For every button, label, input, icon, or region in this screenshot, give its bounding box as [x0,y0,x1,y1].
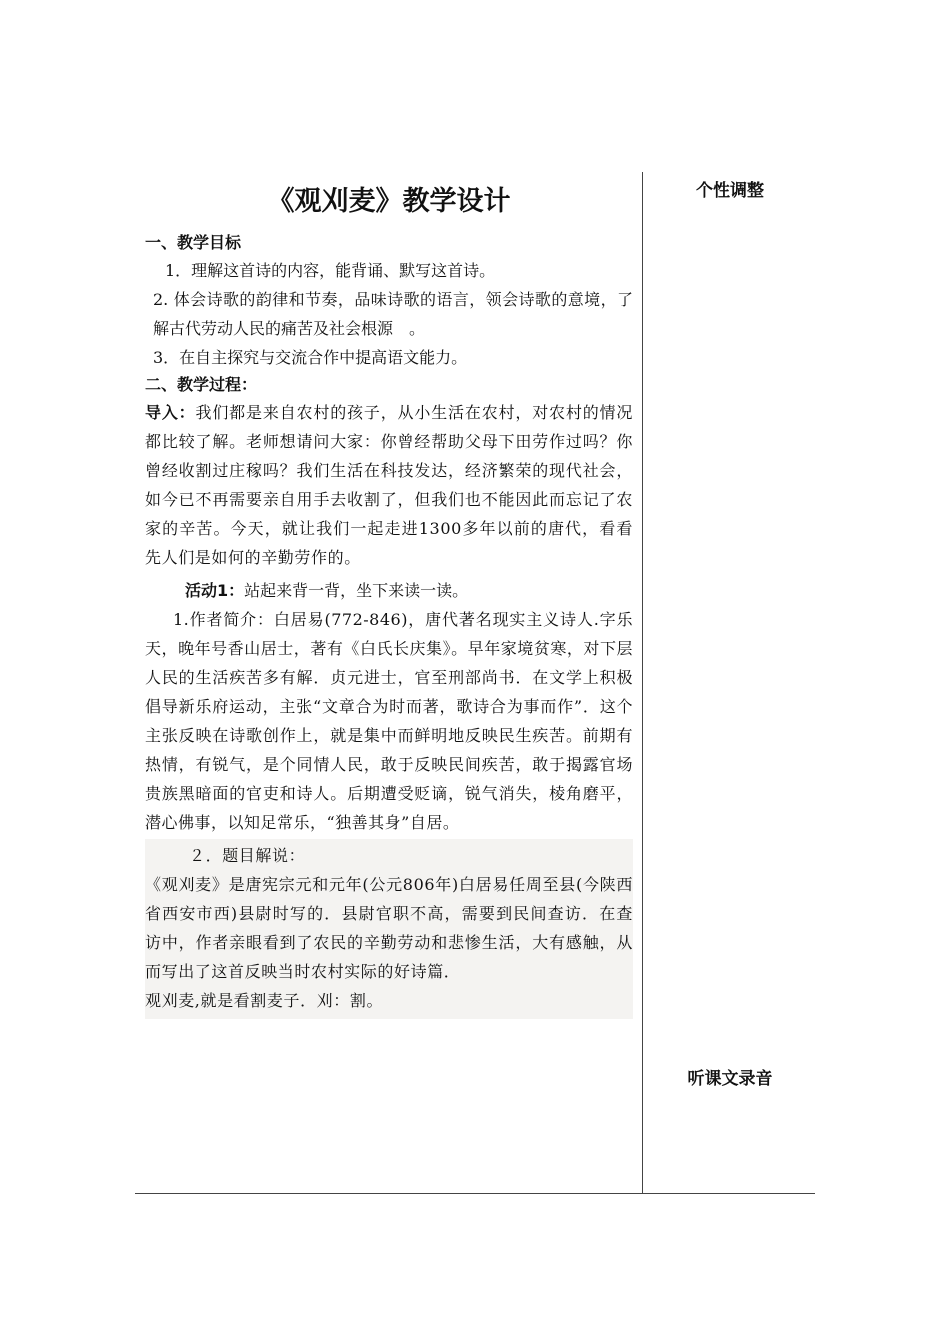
intro-paragraph [145,398,633,572]
goals-heading: 一、教学目标 [145,233,242,252]
intro-label: 导入： [145,403,196,422]
goal-item-1: 1．理解这首诗的内容，能背诵、默写这首诗。 [165,261,496,280]
process-heading: 二、教学过程： [145,375,258,394]
title-meaning: 观刈麦,就是看割麦子．刈：割。 [145,991,384,1010]
activity-line [145,576,633,605]
title-explain-block [145,839,633,1019]
page-title: 《观刈麦》教学设计 [267,186,511,217]
intro-text: 我们都是来自农村的孩子，从小生活在农村，对农村的情况都比较了解。老师想请问大家：你曾经帮助父母下田劳作过吗？你曾经收割过庄稼吗？我们生活在科技发达，经济繁荣的现代社会，如今已不再需要亲自用手去收割了，但我们也不能因此而忘记了农家的辛苦。今天，就让我们一起走进1300多年以前的唐代，看看先人们是如何的辛勤劳作的。 [145,403,633,567]
title-explain-heading: ２．题目解说： [189,846,306,865]
activity-text: 站起来背一背，坐下来读一读。 [244,581,469,600]
goal-item-2: 2. 体会诗歌的韵律和节奏，品味诗歌的语言，领会诗歌的意境，了解古代劳动人民的痛苦及社会根源 。 [153,290,633,338]
activity-label: 活动1： [185,581,245,600]
main-content [145,180,633,1019]
sidebar-label-listen-recording: 听课文录音 [687,1069,773,1089]
title-explain-text: 《观刈麦》是唐宪宗元和元年(公元806年)白居易任周至县(今陕西省西安市西)县尉时写的．县尉官职不高，需要到民间查访．在查访中，作者亲眼看到了农民的辛勤劳动和悲惨生活，大有感触，从而写出了这首反映当时农村实际的好诗篇． [145,875,633,981]
author-intro: 1.作者简介：白居易(772-846)，唐代著名现实主义诗人.字乐天，晚年号香山居士，著有《白氏长庆集》。早年家境贫寒，对下层人民的生活疾苦多有解．贞元进士，官至刑部尚书．在文学上积极倡导新乐府运动，主张“文章合为时而著，歌诗合为事而作”．这个主张反映在诗歌创作上，就是集中而鲜明地反映民生疾苦。前期有热情，有锐气，是个同情人民，敢于反映民间疾苦，敢于揭露官场贵族黑暗面的官吏和诗人。后期遭受贬谪，锐气消失，棱角磨平，潜心佛事，以知足常乐，“独善其身”自居。 [145,610,633,832]
column-divider [642,172,643,1194]
bottom-rule [135,1193,815,1194]
sidebar-label-personal-adjust: 个性调整 [696,181,764,201]
goal-item-3: 3．在自主探究与交流合作中提高语文能力。 [153,348,468,367]
